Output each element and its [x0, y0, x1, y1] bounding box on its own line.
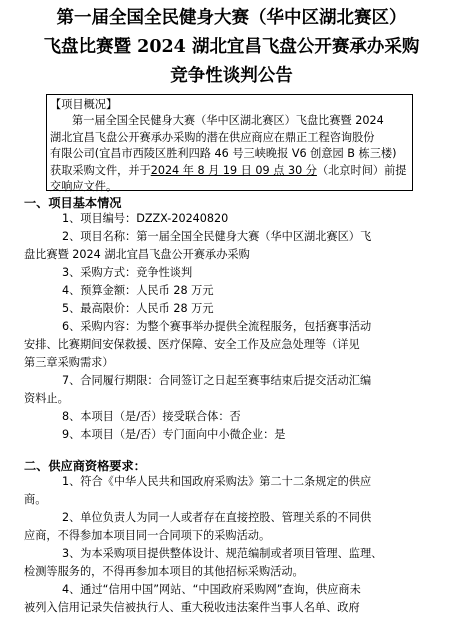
requirement-item: 4、通过“信用中国”网站、“中国政府采购网”查询，供应商未	[62, 583, 361, 596]
procurement-content-cont: 安排、比赛期间安保救援、医疗保障、安全工作及应急处理等（详见	[24, 338, 360, 351]
response-deadline: 2024 年 8 月 19 日 09 点 30 分	[150, 163, 317, 177]
procurement-content-cont: 第三章采购需求）	[24, 356, 114, 369]
section-2-heading: 二、供应商资格要求：	[24, 459, 146, 473]
title-line-1: 第一届全国全民健身大赛（华中区湖北赛区）	[56, 8, 407, 28]
requirement-item-cont: 应商，不得参加本项目同一合同项下的采购活动。	[24, 529, 271, 542]
requirement-item: 3、为本采购项目提供整体设计、规范编制或者项目管理、监理、	[62, 547, 383, 560]
project-number: 1、项目编号：DZZX-20240820	[62, 212, 229, 225]
overview-heading: 【项目概况】	[50, 98, 118, 111]
procurement-content: 6、采购内容：为整个赛事举办提供全流程服务，包括赛事活动	[62, 320, 372, 333]
contract-period-cont: 资料止。	[24, 392, 69, 405]
overview-line: 第一届全国全民健身大赛（华中区湖北赛区）飞盘比赛暨 2024	[72, 114, 384, 128]
project-name-cont: 盘比赛暨 2024 湖北宜昌飞盘公开赛承办采购	[24, 248, 250, 261]
requirement-item: 2、单位负责人为同一人或者存在直接控股、管理关系的不同供	[62, 511, 372, 524]
section-1-heading: 一、项目基本情况	[24, 196, 122, 210]
overview-line	[50, 163, 410, 179]
contract-period: 7、合同履行期限：合同签订之日起至赛事结束后提交活动汇编	[62, 374, 372, 387]
project-name: 2、项目名称：第一届全国全民健身大赛（华中区湖北赛区）飞	[62, 230, 372, 243]
requirement-item-cont: 商。	[24, 493, 47, 506]
consortium-accepted: 8、本项目（是/否）接受联合体：否	[62, 410, 241, 423]
procurement-method: 3、采购方式：竞争性谈判	[62, 266, 193, 279]
overview-line: 有限公司(宜昌市西陵区胜利四路 46 号三峡晚报 V6 创意园 B 栋三楼)	[50, 147, 397, 161]
project-overview-box	[46, 94, 413, 194]
title-line-2: 飞盘比赛暨 2024 湖北宜昌飞盘公开赛承办采购	[43, 37, 420, 57]
section-2-body	[24, 473, 444, 617]
requirement-item-cont: 被列入信用记录失信被执行人、重大税收违法案件当事人名单、政府	[24, 601, 360, 614]
overview-line-start: 获取采购文件，并于	[50, 163, 151, 177]
budget-amount: 4、预算金额：人民币 28 万元	[62, 284, 214, 297]
max-price: 5、最高限价：人民币 28 万元	[62, 302, 214, 315]
overview-line-end: （北京时间）前提	[316, 163, 407, 177]
overview-line: 交响应文件。	[50, 180, 118, 194]
sme-dedicated: 9、本项目（是/否）专门面向中小微企业：是	[62, 428, 286, 441]
requirement-item-cont: 检测等服务的，不得再参加本项目的其他招标采购活动。	[24, 565, 304, 578]
title-line-3: 竞争性谈判公告	[170, 66, 293, 86]
overview-line: 湖北宜昌飞盘公开赛承办采购的潜在供应商应在鼎正工程咨询股份	[50, 130, 375, 144]
requirement-item: 1、符合《中华人民共和国政府采购法》第二十二条规定的供应	[62, 475, 372, 488]
section-1-body	[24, 210, 444, 444]
